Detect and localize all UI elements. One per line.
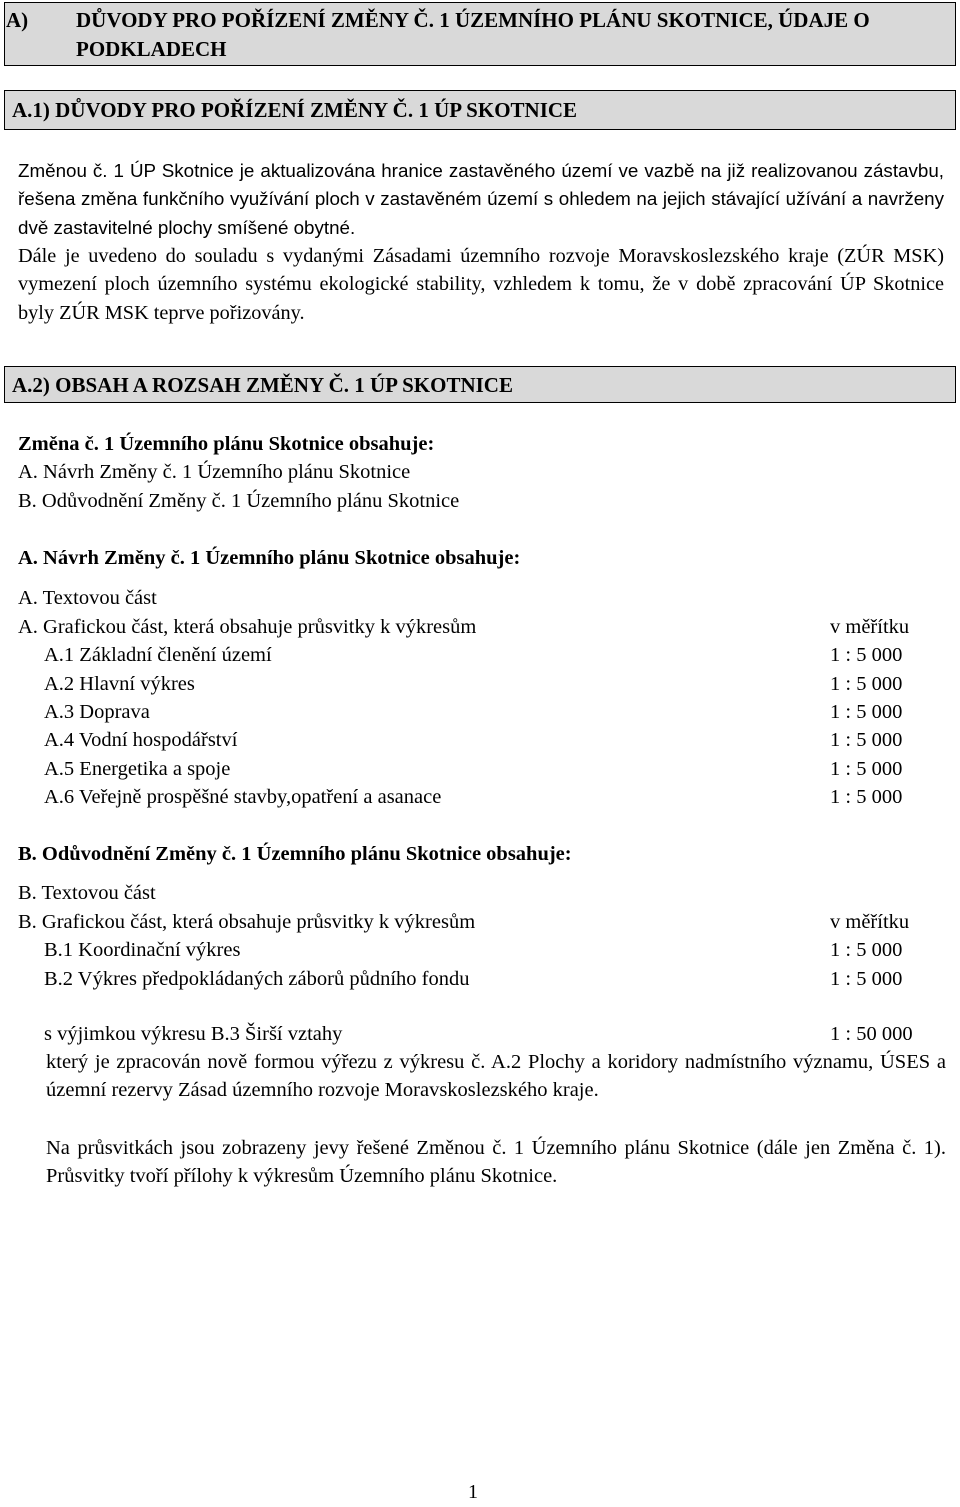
part-b-heading: B. Odůvodnění Změny č. 1 Územního plánu Skotnice obsahuje: [18, 843, 572, 865]
part-a-text-part: A. Textovou část [18, 587, 157, 610]
contents-list [18, 430, 948, 515]
drawing-row [18, 965, 948, 993]
contents-item: B. Odůvodnění Změny č. 1 Územního plánu Skotnice [18, 489, 460, 512]
drawing-name: A.3 Doprava [44, 700, 150, 723]
contents-heading: Změna č. 1 Územního plánu Skotnice obsahuje: [18, 433, 435, 455]
drawing-row [18, 726, 948, 754]
drawing-name: A.6 Veřejně prospěšné stavby,opatření a asanace [44, 786, 442, 809]
drawing-scale: 1 : 5 000 [830, 729, 903, 752]
exception-note: který je zpracován nově formou výřezu z výkresu č. A.2 Plochy a koridory nadmístního významu, ÚSES a územní rezervy Zásad územního rozvoje Moravskoslezského kraje. [46, 1051, 946, 1102]
drawing-scale: 1 : 5 000 [830, 672, 903, 695]
drawing-name: A.4 Vodní hospodářství [44, 729, 238, 752]
contents-item: A. Návrh Změny č. 1 Územního plánu Skotnice [18, 461, 411, 484]
section-a1-paragraph-1: Změnou č. 1 ÚP Skotnice je aktualizována hranice zastavěného území ve vazbě na již realizovanou zástavbu, řešena změna funkčního využívání ploch v zastavěném území s ohledem na jejich stávající užívání a navrženy dvě zastavitelné plochy smíšené obytné. [18, 160, 944, 238]
page-number: 1 [468, 1481, 478, 1503]
part-b-text-part: B. Textovou část [18, 882, 156, 905]
exception-row-wrap [18, 1020, 948, 1048]
section-a1-title: A.1) DŮVODY PRO POŘÍZENÍ ZMĚNY Č. 1 ÚP SKOTNICE [12, 98, 578, 122]
drawing-row [18, 755, 948, 783]
drawing-scale: 1 : 5 000 [830, 967, 903, 990]
drawing-scale: 1 : 5 000 [830, 757, 903, 780]
drawing-row [18, 641, 948, 669]
section-a1-paragraph-2: Dále je uvedeno do souladu s vydanými Zásadami územního rozvoje Moravskoslezského kraje (ZÚR MSK) vymezení ploch územního systému ekologické stability, vzhledem k tomu, že v době zpracování ÚP Skotnice byly ZÚR MSK teprve pořizovány. [18, 245, 944, 324]
drawing-scale: 1 : 5 000 [830, 700, 903, 723]
drawing-scale: 1 : 5 000 [830, 786, 903, 809]
heading-a-prefix: A) [6, 8, 29, 32]
drawing-row [18, 670, 948, 698]
scale-header: v měřítku [830, 615, 910, 638]
drawing-name: A.5 Energetika a spoje [44, 757, 231, 780]
drawing-row [18, 698, 948, 726]
exception-scale: 1 : 50 000 [830, 1023, 913, 1045]
drawing-name: B.1 Koordinační výkres [44, 939, 241, 962]
part-b-graphic-part-row [18, 908, 948, 936]
drawing-scale: 1 : 5 000 [830, 644, 903, 667]
exception-row [18, 1020, 948, 1048]
part-a-heading: A. Návrh Změny č. 1 Územního plánu Skotnice obsahuje: [18, 547, 521, 569]
drawing-row [18, 783, 948, 811]
drawing-row [18, 936, 948, 964]
drawing-name: A.2 Hlavní výkres [44, 672, 195, 695]
closing-note: Na průsvitkách jsou zobrazeny jevy řešené Změnou č. 1 Územního plánu Skotnice (dále jen Změna č. 1). Průsvitky tvoří přílohy k výkresům Územního plánu Skotnice. [46, 1137, 946, 1188]
heading-a-title: DŮVODY PRO POŘÍZENÍ ZMĚNY Č. 1 ÚZEMNÍHO PLÁNU SKOTNICE, ÚDAJE O PODKLADECH [76, 8, 870, 61]
scale-header: v měřítku [830, 910, 910, 933]
drawing-scale: 1 : 5 000 [830, 939, 903, 962]
drawing-name: B.2 Výkres předpokládaných záborů půdního fondu [44, 967, 470, 990]
part-a-section [18, 544, 948, 812]
exception-name: s výjimkou výkresu B.3 Širší vztahy [44, 1023, 343, 1045]
part-a-graphic-part-row [18, 613, 948, 641]
part-b-section [18, 840, 948, 993]
part-b-graphic-part: B. Grafickou část, která obsahuje průsvitky k výkresům [18, 910, 476, 933]
section-a2-title: A.2) OBSAH A ROZSAH ZMĚNY Č. 1 ÚP SKOTNICE [12, 373, 513, 397]
part-a-graphic-part: A. Grafickou část, která obsahuje průsvitky k výkresům [18, 615, 477, 638]
drawing-name: A.1 Základní členění území [44, 644, 272, 667]
